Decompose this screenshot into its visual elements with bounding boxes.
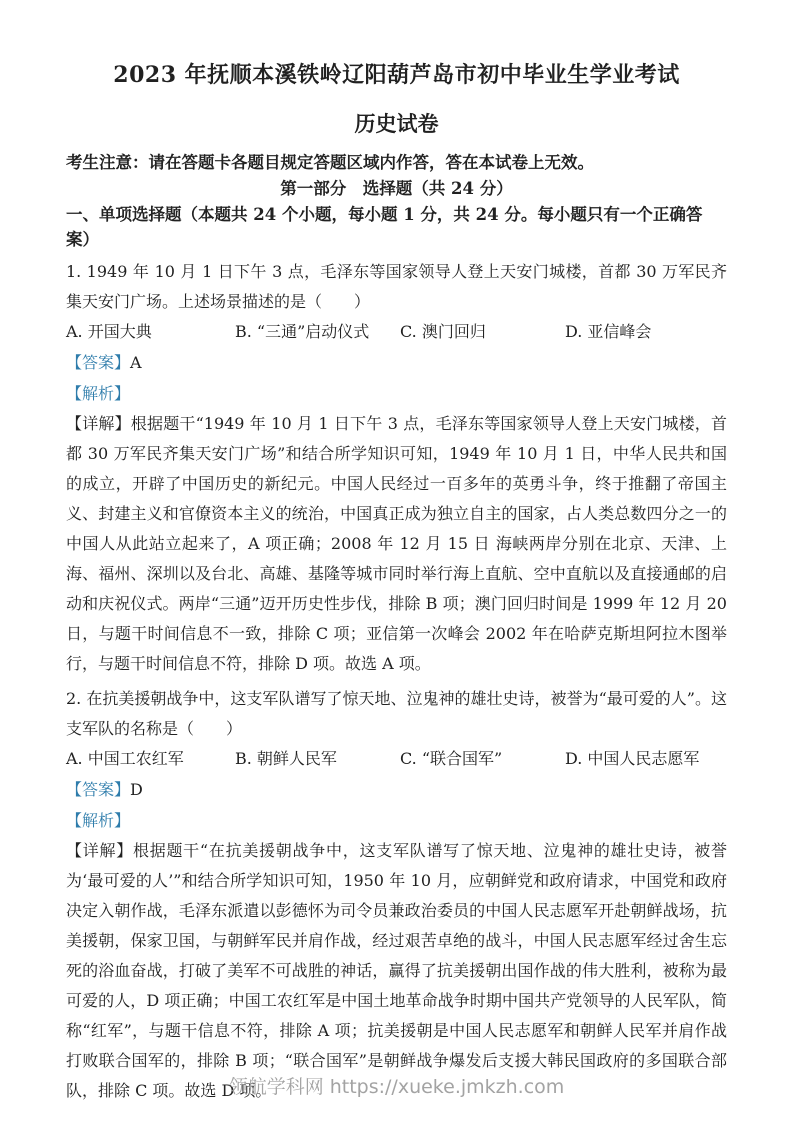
question-2-stem: 2. 在抗美援朝战争中，这支军队谱写了惊天地、泣鬼神的雄壮史诗，被誉为“最可爱的人”。这支军队的名称是（ ） [66,689,727,738]
exam-subtitle: 历史试卷 [354,111,439,136]
question-2-option-a: A. 中国工农红军 [66,749,184,768]
question-2-options [66,744,727,774]
detail-label: 【详解】 [66,414,131,433]
analysis-label: 【解析】 [66,811,131,830]
multiple-choice-section-heading: 一、单项选择题（本题共 24 个小题，每小题 1 分，共 24 分。每小题只有一个正确答案） [66,205,703,249]
question-2-detail [66,836,727,1106]
question-1-options [66,317,727,347]
question-1-analysis-line [66,378,727,409]
question-1-stem: 1. 1949 年 10 月 1 日下午 3 点，毛泽东等国家领导人登上天安门城楼，首都 30 万军民齐集天安门广场。上述场景描述的是（ ） [66,262,727,311]
question-1-answer-line [66,347,727,378]
question-1-option-d: D. 亚信峰会 [565,322,652,341]
question-2-analysis-line [66,805,727,836]
question-1-option-c: C. 澳门回归 [400,322,486,341]
question-1-answer-value: A [130,353,142,372]
question-2-option-d: D. 中国人民志愿军 [565,749,700,768]
question-2-option-b: B. 朝鲜人民军 [235,749,337,768]
question-1 [66,257,727,679]
analysis-label: 【解析】 [66,384,131,403]
question-1-detail [66,409,727,679]
answer-label: 【答案】 [66,353,131,372]
exam-title: 2023 年抚顺本溪铁岭辽阳葫芦岛市初中毕业生学业考试 [113,62,680,88]
answer-label: 【答案】 [66,780,131,799]
question-1-option-a: A. 开国大典 [66,322,152,341]
question-2-answer-line [66,774,727,805]
question-2-option-c: C. “联合国军” [400,749,503,768]
question-2 [66,684,727,1106]
part-one-heading: 第一部分 选择题（共 24 分） [280,179,513,198]
question-2-answer-value: D [130,780,143,799]
watermark-text: 领航学科网 https://xueke.jmkzh.com [228,1076,565,1098]
question-1-detail-text: 根据题干“1949 年 10 月 1 日下午 3 点，毛泽东等国家领导人登上天安门城楼，首都 30 万军民齐集天安门广场”和结合所学知识可知，1949 年 10 月 1 日，中华人民共和国的成立，开辟了中国历史的新纪元。中国人民经过一百多年的英勇斗争，终于推翻了帝国主义、封建主义和官僚资本主义的统治，中国真正成为独立自主的国家，占人类总数四分之一的中国人从此站立起来了，A 项正确；2008 年 12 月 15 日 海峡两岸分别在北京、天津、上海、福州、深圳以及台北、高雄、基隆等城市同时举行海上直航、空中直航以及直接通邮的启动和庆祝仪式。两岸“三通”迈开历史性步伐，排除 B 项；澳门回归时间是 1999 年 12 月 20 日，与题干时间信息不一致，排除 C 项；亚信第一次峰会 2002 年在哈萨克斯坦阿拉木图举行，与题干时间信息不符，排除 D 项。故选 A 项。 [66,414,727,673]
question-1-option-b: B. “三通”启动仪式 [235,322,370,341]
question-2-detail-text: 根据题干“在抗美援朝战争中，这支军队谱写了惊天地、泣鬼神的雄壮史诗，被誉为‘最可爱的人’”和结合所学知识可知，1950 年 10 月，应朝鲜党和政府请求，中国党和政府决定入朝作战，毛泽东派遣以彭德怀为司令员兼政治委员的中国人民志愿军开赴朝鲜战场，抗美援朝，保家卫国，与朝鲜军民并肩作战，经过艰苦卓绝的战斗，中国人民志愿军经过舍生忘死的浴血奋战，打破了美军不可战胜的神话，赢得了抗美援朝出国作战的伟大胜利，被称为最可爱的人，D 项正确；中国工农红军是中国土地革命战争时期中国共产党领导的人民军队，简称“红军”，与题干信息不符，排除 A 项；抗美援朝是中国人民志愿军和朝鲜人民军并肩作战打败联合国军的，排除 B 项；“联合国军”是朝鲜战争爆发后支援大韩民国政府的多国联合部队，排除 C 项。故选 D 项。 [66,841,727,1100]
detail-label: 【详解】 [66,841,133,860]
candidate-notice: 考生注意：请在答题卡各题目规定答题区域内作答，答在本试卷上无效。 [66,153,594,172]
